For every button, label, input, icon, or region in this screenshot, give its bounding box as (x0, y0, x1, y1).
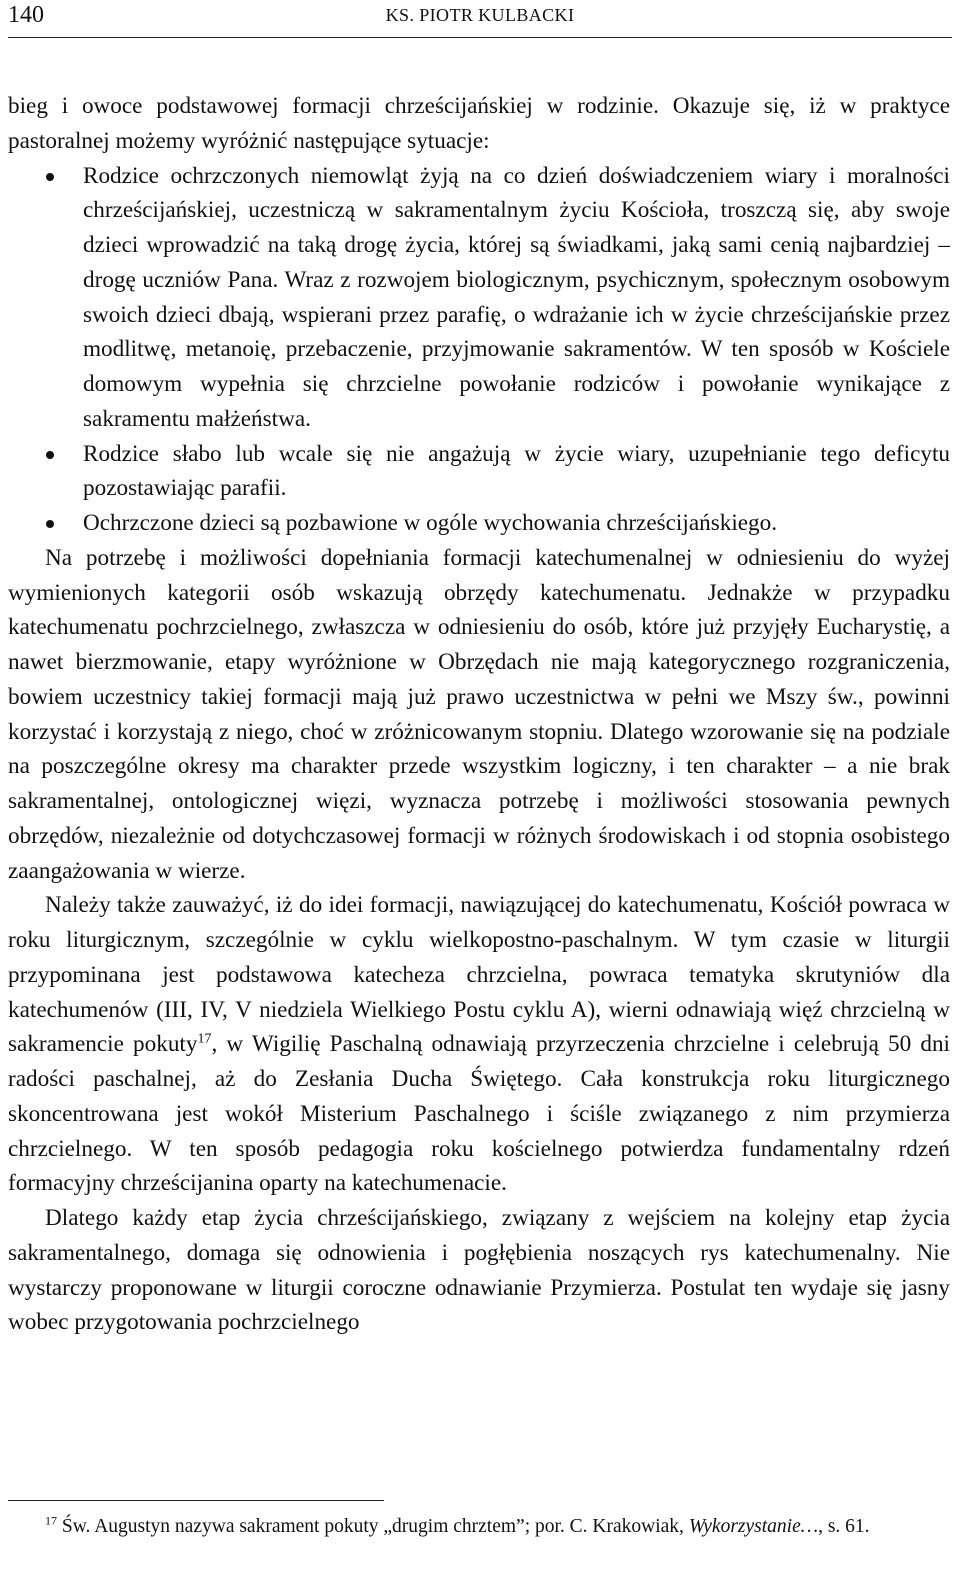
situations-list (8, 159, 950, 541)
list-item-text: Rodzice ochrzczonych niemowląt żyją na co dzień doświadczeniem wiary i moralności chrześcijańskiej, uczestniczą w sakramentalnym życiu Kościoła, troszczą się, aby swoje dzieci wprowadzić na taką drogę życia, której są świadkami, jaką sami cenią najbardziej – drogę uczniów Pana. Wraz z rozwojem biologicznym, psychicznym, społecznym osobowym swoich dzieci dbają, wspierani przez parafię, o wdrażanie ich w życie chrześcijańskie przez modlitwę, metanoię, przebaczenie, przyjmowanie sakramentów. W ten sposób w Kościele domowym wypełnia się chrzcielne powołanie rodziców i powołanie wynikające z sakramentu małżeństwa. (83, 162, 950, 432)
bullet-icon (46, 173, 54, 181)
header-rule (8, 37, 952, 38)
paragraph-christian-life-stages: Dlatego każdy etap życia chrześcijańskiego, związany z wejściem na kolejny etap życia sakramentalnego, domaga się odnowienia i pogłębienia noszących rys katechumenalny. Nie wystarczy proponowane w liturgii coroczne odnawianie Przymierza. Postulat ten wydaje się jasny wobec przygotowania pochrzcielnego (8, 1205, 950, 1336)
intro-paragraph: bieg i owoce podstawowej formacji chrześcijańskiej w rodzinie. Okazuje się, iż w praktyce pastoralnej możemy wyróżnić następujące sytuacje: (8, 93, 950, 154)
footnote-rule (8, 1500, 384, 1501)
paragraph-text: Należy także zauważyć, iż do idei formacji, nawiązującej do katechumenatu, Kościół powraca w roku liturgicznym, szczególnie w cyklu wielkopostno-paschalnym. W tym czasie w liturgii przypominana jest podstawowa katecheza chrzcielna, powraca tematyka skrutyniów dla katechumenów (III, IV, V niedziela Wielkiego Postu cyklu A), wierni odnawiają więź chrzcielną w sakramencie pokuty (8, 892, 950, 1058)
main-text (8, 89, 950, 1340)
footnote-reference[interactable]: 17 (197, 1031, 212, 1047)
bullet-icon (46, 520, 54, 528)
footnote-number: 17 (45, 1513, 57, 1528)
footnote-text (8, 1512, 950, 1542)
running-head: KS. PIOTR KULBACKI (385, 5, 575, 25)
paragraph-liturgical-year (8, 888, 950, 1201)
list-item (8, 506, 950, 541)
paragraph-catechumenate-rites: Na potrzebę i możliwości dopełniania formacji katechumenalnej w odniesieniu do wyżej wymienionych kategorii osób wskazują obrzędy katechumenatu. Jednakże w przypadku katechumenatu pochrzcielnego, zwłaszcza w odniesieniu do osób, które już przyjęły Eucharystię, a nawet bierzmowanie, etapy wyróżnione w Obrzędach nie mają kategorycznego rozgraniczenia, bowiem uczestnicy takiej formacji mają już prawo uczestnictwa w pełni we Mszy św., powinni korzystać i korzystają z niego, choć w zróżnicowanym stopniu. Dlatego wzorowanie się na podziale na poszczególne okresy ma charakter przede wszystkim logiczny, i ten charakter – a nie brak sakramentalnej, ontologicznej więzi, wyznacza potrzebę i możliwości stosowania pewnych obrzędów, niezależnie od dotychczasowej formacji w różnych środowiskach i od stopnia osobistego zaangażowania w wierze. (8, 544, 950, 884)
list-item-text: Ochrzczone dzieci są pozbawione w ogóle wychowania chrześcijańskiego. (83, 510, 778, 536)
footnote-title: Wykorzystanie… (688, 1516, 819, 1537)
list-item-text: Rodzice słabo lub wcale się nie angażują w życie wiary, uzupełnianie tego deficytu pozostawiając parafii. (83, 440, 950, 502)
footnote (8, 1512, 950, 1542)
bullet-icon (46, 451, 54, 459)
paragraph-text: , w Wigilię Paschalną odnawiają przyrzeczenia chrzcielne i celebrują 50 dni radości paschalnej, aż do Zesłania Ducha Świętego. Cała konstrukcja roku liturgicznego skoncentrowana jest wokół Misterium Paschalnego i ściśle związanego z nim przymierza chrzcielnego. W ten sposób pedagogia roku kościelnego potwierdza fundamentalny rdzeń formacyjny chrześcijanina oparty na katechumenacie. (8, 1031, 951, 1197)
page-number: 140 (8, 2, 44, 28)
footnote-tail: , s. 61. (818, 1516, 870, 1537)
page-header (8, 0, 952, 38)
list-item (8, 159, 950, 437)
list-item (8, 437, 950, 507)
footnote-body: Św. Augustyn nazywa sakrament pokuty „drugim chrztem”; por. C. Krakowiak, (57, 1516, 689, 1537)
